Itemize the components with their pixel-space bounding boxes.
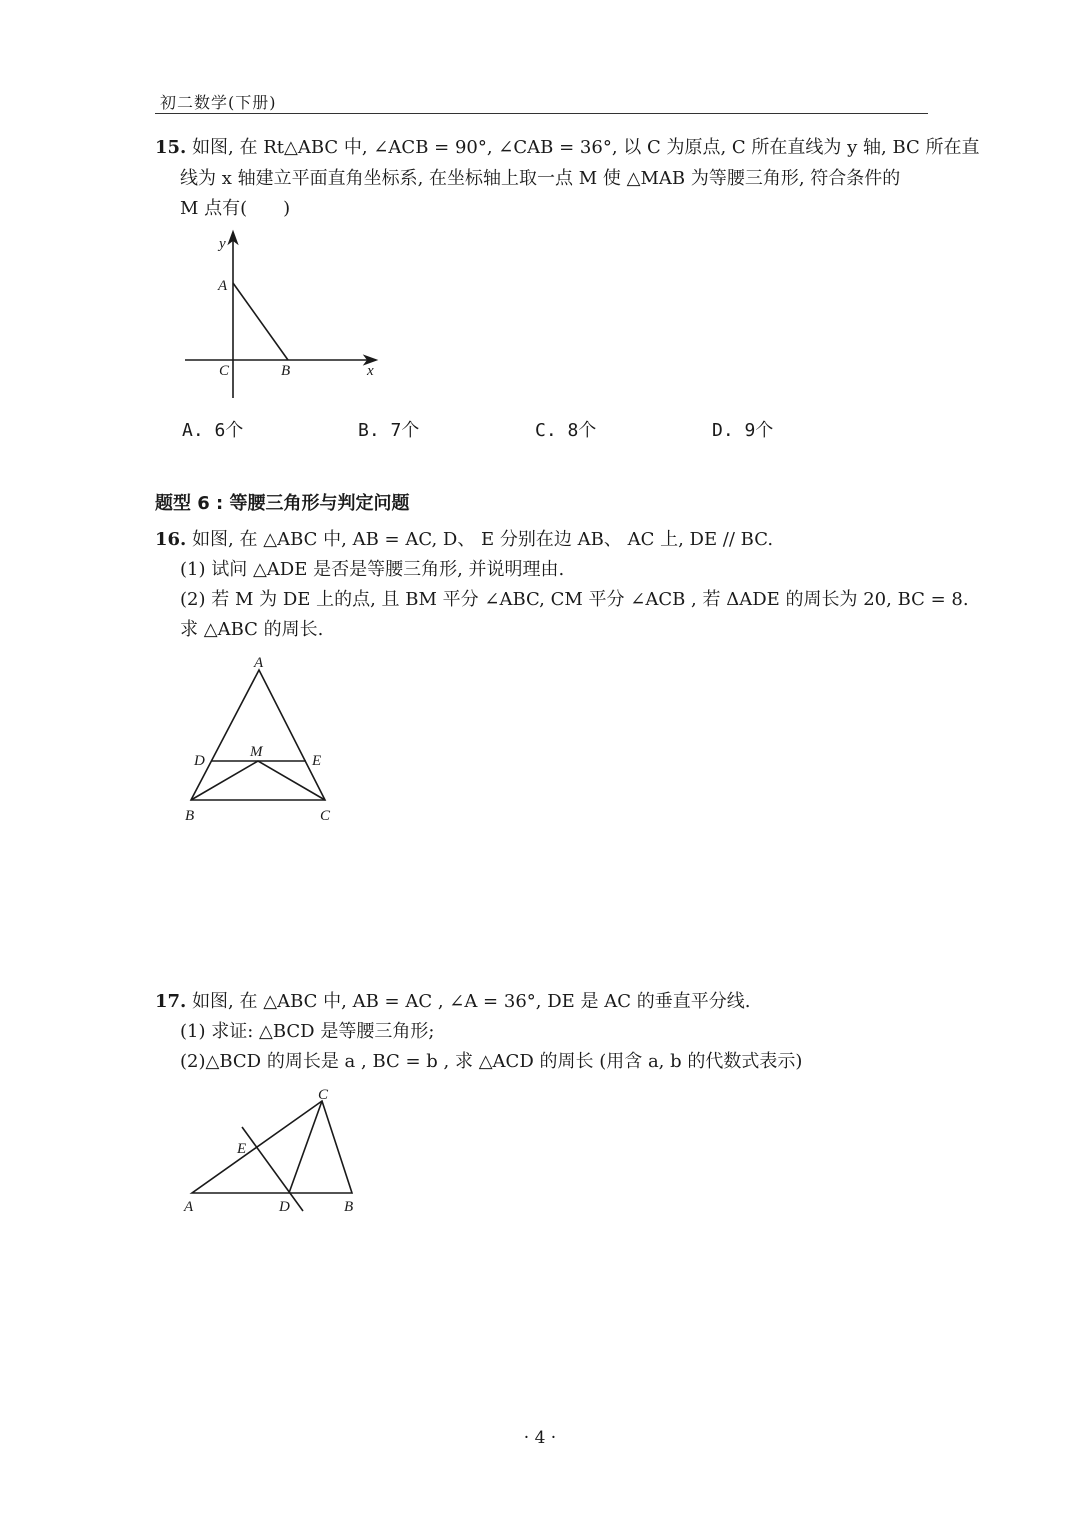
q15-option-b: B. 7个 [358, 420, 420, 441]
q17-part-2: (2)△BCD 的周长是 a , BC = b , 求 △ACD 的周长 (用含 a, b 的代数式表示) [180, 1051, 803, 1072]
q17-label-c: C [318, 1087, 329, 1103]
q16-label-d: D [194, 753, 205, 769]
q16-label-a: A [254, 655, 264, 671]
q17-label-d: D [279, 1199, 290, 1215]
section-title: 题型 6 : 等腰三角形与判定问题 [155, 493, 410, 514]
q15-option-c: C. 8个 [535, 420, 597, 441]
q17-line-1 [155, 989, 750, 1015]
q16-bisectors-bm-cm [191, 761, 325, 800]
q15-option-a: A. 6个 [182, 420, 244, 441]
q17-label-e: E [237, 1141, 247, 1157]
q16-label-e: E [312, 753, 322, 769]
q15-option-d: D. 9个 [712, 420, 774, 441]
q15-number: 15. [155, 137, 187, 158]
q15-text-1: 如图, 在 Rt△ABC 中, ∠ACB = 90°, ∠CAB = 36°, 以 C 为原点, C 所在直线为 y 轴, BC 所在直 [192, 137, 980, 158]
q17-segment-cd [289, 1101, 322, 1193]
q17-label-a: A [184, 1199, 194, 1215]
q16-part-2: (2) 若 M 为 DE 上的点, 且 BM 平分 ∠ABC, CM 平分 ∠ACB , 若 ΔADE 的周长为 20, BC = 8. [180, 589, 969, 610]
q16-text-1: 如图, 在 △ABC 中, AB = AC, D、 E 分别在边 AB、 AC 上, DE // BC. [192, 529, 774, 550]
q16-part-1: (1) 试问 △ADE 是否是等腰三角形, 并说明理由. [180, 559, 565, 580]
q15-line-2: 线为 x 轴建立平面直角坐标系, 在坐标轴上取一点 M 使 △MAB 为等腰三角形, 符合条件的 [180, 168, 901, 189]
page-number: · 4 · [523, 1428, 557, 1448]
q15-label-x: x [367, 363, 374, 379]
q15-label-y: y [219, 236, 226, 252]
running-header: 初二数学(下册) [160, 93, 277, 112]
q16-triangle-figure [175, 650, 355, 830]
q15-coordinate-figure [170, 228, 400, 403]
q15-segment-ab [233, 283, 288, 360]
q17-number: 17. [155, 991, 187, 1012]
q17-triangle-abc [192, 1101, 352, 1193]
header-rule [155, 113, 928, 114]
q15-label-a: A [218, 278, 228, 294]
q16-label-b: B [185, 808, 195, 824]
q16-label-m: M [250, 744, 263, 760]
q15-label-c: C [219, 363, 230, 379]
q16-triangle-abc [191, 670, 325, 800]
q17-part-1: (1) 求证: △BCD 是等腰三角形; [180, 1021, 435, 1042]
q17-perpendicular-bisector [242, 1127, 303, 1211]
q16-part-2b: 求 △ABC 的周长. [180, 619, 324, 640]
q17-triangle-figure [175, 1082, 375, 1222]
q16-line-1 [155, 527, 773, 553]
q17-text-1: 如图, 在 △ABC 中, AB = AC , ∠A = 36°, DE 是 AC 的垂直平分线. [192, 991, 751, 1012]
q16-number: 16. [155, 529, 187, 550]
q15-label-b: B [281, 363, 291, 379]
q15-line-1 [155, 135, 980, 161]
q15-line-3: M 点有( ) [180, 198, 291, 219]
q16-label-c: C [320, 808, 331, 824]
q17-label-b: B [344, 1199, 354, 1215]
